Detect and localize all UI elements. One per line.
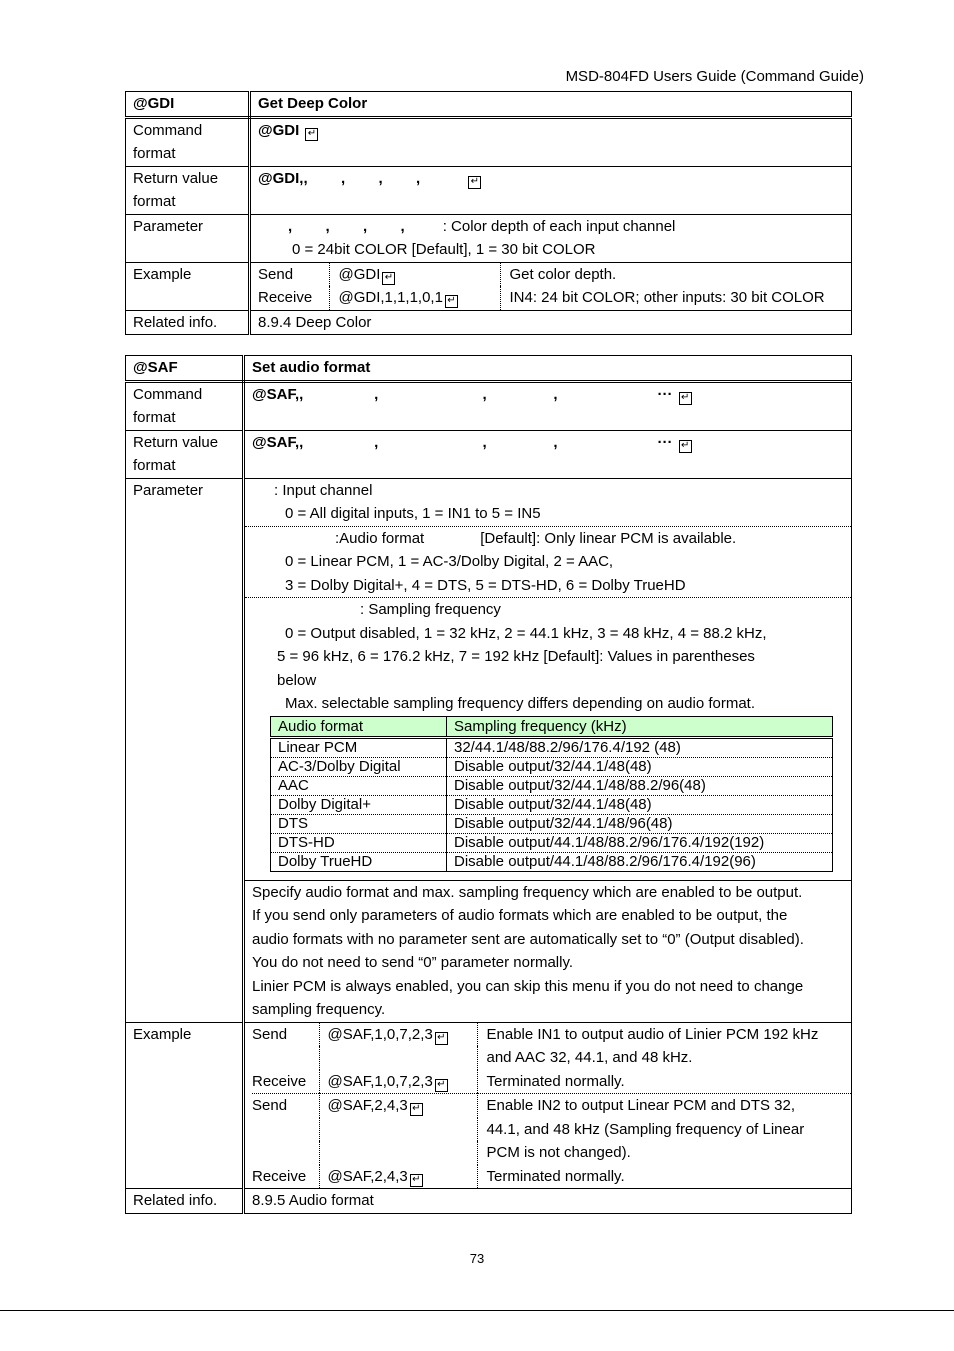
table-row: DTS-HD Disable output/44.1/48/88.2/96/176.4/192(192) <box>271 833 833 852</box>
footer-divider <box>0 1310 954 1311</box>
gdi-return-format-label: Return value format <box>126 166 250 214</box>
saf-command-title: Set audio format <box>244 356 852 382</box>
saf-example-label: Example <box>126 1022 244 1189</box>
enter-icon <box>445 295 458 308</box>
sampling-frequency-table <box>270 716 833 872</box>
saf-param-freq-line1: 0 = Output disabled, 1 = 32 kHz, 2 = 44.1 kHz, 3 = 48 kHz, 4 = 88.2 kHz, <box>285 624 767 642</box>
enter-icon <box>435 1079 448 1092</box>
saf-example-2: Send @SAF,2,4,3↵ Enable IN2 to output Linear PCM and DTS 32, 44.1, and 48 kHz (Sampling frequency of Linear PCM is not changed). Receive @SAF,2,4,3↵ Terminated normally. <box>252 1093 851 1188</box>
enter-icon <box>305 128 318 141</box>
enter-icon <box>679 392 692 405</box>
gdi-command-format-value: @GDI ↵ <box>250 117 852 166</box>
sampling-frequency-table-header: Audio format Sampling frequency (kHz) <box>271 716 833 737</box>
saf-command-table <box>125 355 852 1214</box>
saf-related-value: 8.9.5 Audio format <box>244 1189 852 1214</box>
saf-return-format-label: Return value format <box>126 430 244 478</box>
gdi-command-name: @GDI <box>126 92 250 118</box>
enter-icon <box>679 440 692 453</box>
gdi-return-format-value: @GDI,, , , , ↵ <box>250 166 852 214</box>
gdi-parameter-label: Parameter <box>126 214 250 262</box>
table-row: AC-3/Dolby Digital Disable output/32/44.1/48(48) <box>271 757 833 776</box>
enter-icon <box>435 1032 448 1045</box>
gdi-parameter-value: , , , , : Color depth of each input channel 0 = 24bit COLOR [Default], 1 = 30 bit COLOR <box>250 214 852 262</box>
document-header: MSD-804FD Users Guide (Command Guide) <box>565 68 864 85</box>
gdi-example-receive-row: Receive @GDI,1,1,1,0,1↵ IN4: 24 bit COLOR; other inputs: 30 bit COLOR <box>258 286 851 310</box>
enter-icon <box>410 1174 423 1187</box>
gdi-command-format-label: Command format <box>126 117 250 166</box>
saf-related-label: Related info. <box>126 1189 244 1214</box>
table-row: Linear PCM 32/44.1/48/88.2/96/176.4/192 (48) <box>271 737 833 757</box>
saf-example-value <box>244 1022 852 1189</box>
saf-param-input-title: : Input channel <box>274 481 373 499</box>
gdi-command-table <box>125 91 852 335</box>
saf-param-freq-note: Max. selectable sampling frequency differs depending on audio format. <box>285 695 756 712</box>
table-row: DTS Disable output/32/44.1/48/96(48) <box>271 814 833 833</box>
saf-param-format-line1: 0 = Linear PCM, 1 = AC-3/Dolby Digital, 2 = AAC, <box>285 553 614 570</box>
table-row: Dolby TrueHD Disable output/44.1/48/88.2/96/176.4/192(96) <box>271 852 833 871</box>
table-row: AAC Disable output/32/44.1/48/88.2/96(48) <box>271 776 833 795</box>
gdi-example-send-row: Send @GDI↵ Get color depth. <box>258 263 851 287</box>
gdi-related-label: Related info. <box>126 310 250 335</box>
saf-parameter-label: Parameter <box>126 478 244 1022</box>
saf-param-freq-line2: 5 = 96 kHz, 6 = 176.2 kHz, 7 = 192 kHz [Default]: Values in parentheses <box>277 648 755 665</box>
saf-command-format-label: Command format <box>126 381 244 430</box>
saf-param-freq-line3: below <box>277 671 317 689</box>
gdi-related-value: 8.9.4 Deep Color <box>250 310 852 335</box>
table-row: Dolby Digital+ Disable output/32/44.1/48(48) <box>271 795 833 814</box>
saf-example-1: Send @SAF,1,0,7,2,3↵ Enable IN1 to output audio of Linier PCM 192 kHz and AAC 32, 44.1, and 48 kHz. Receive @SAF,1,0,7,2,3↵ Terminated normally. <box>252 1023 851 1094</box>
saf-param-input-values: 0 = All digital inputs, 1 = IN1 to 5 = IN5 <box>285 505 541 522</box>
enter-icon <box>382 272 395 285</box>
enter-icon <box>410 1103 423 1116</box>
saf-param-format-line2: 3 = Dolby Digital+, 4 = DTS, 5 = DTS-HD, 6 = Dolby TrueHD <box>285 576 686 594</box>
saf-parameter-value <box>244 478 852 1022</box>
saf-param-freq-title: : Sampling frequency <box>245 597 851 622</box>
gdi-example-label: Example <box>126 262 250 310</box>
saf-command-format-value: @SAF,, , , , ··· ↵ <box>244 381 852 430</box>
saf-command-name: @SAF <box>126 356 244 382</box>
gdi-command-title: Get Deep Color <box>250 92 852 118</box>
enter-icon <box>468 176 481 189</box>
saf-notes: Specify audio format and max. sampling frequency which are enabled to be output. If you send only parameters of audio formats which are enabled to be output, the audio formats with no parameter sent are automatically set to “0” (Output disabled). You do not need to send “0” parameter normally. Linier PCM is always enabled, you can skip this menu if you do not need to change sampling frequency. <box>245 880 851 1022</box>
saf-return-format-value: @SAF,, , , , ··· ↵ <box>244 430 852 478</box>
saf-param-format-title: :Audio format [Default]: Only linear PCM is available. <box>245 526 851 551</box>
page-number: 73 <box>469 1251 485 1266</box>
gdi-example-value <box>250 262 852 310</box>
